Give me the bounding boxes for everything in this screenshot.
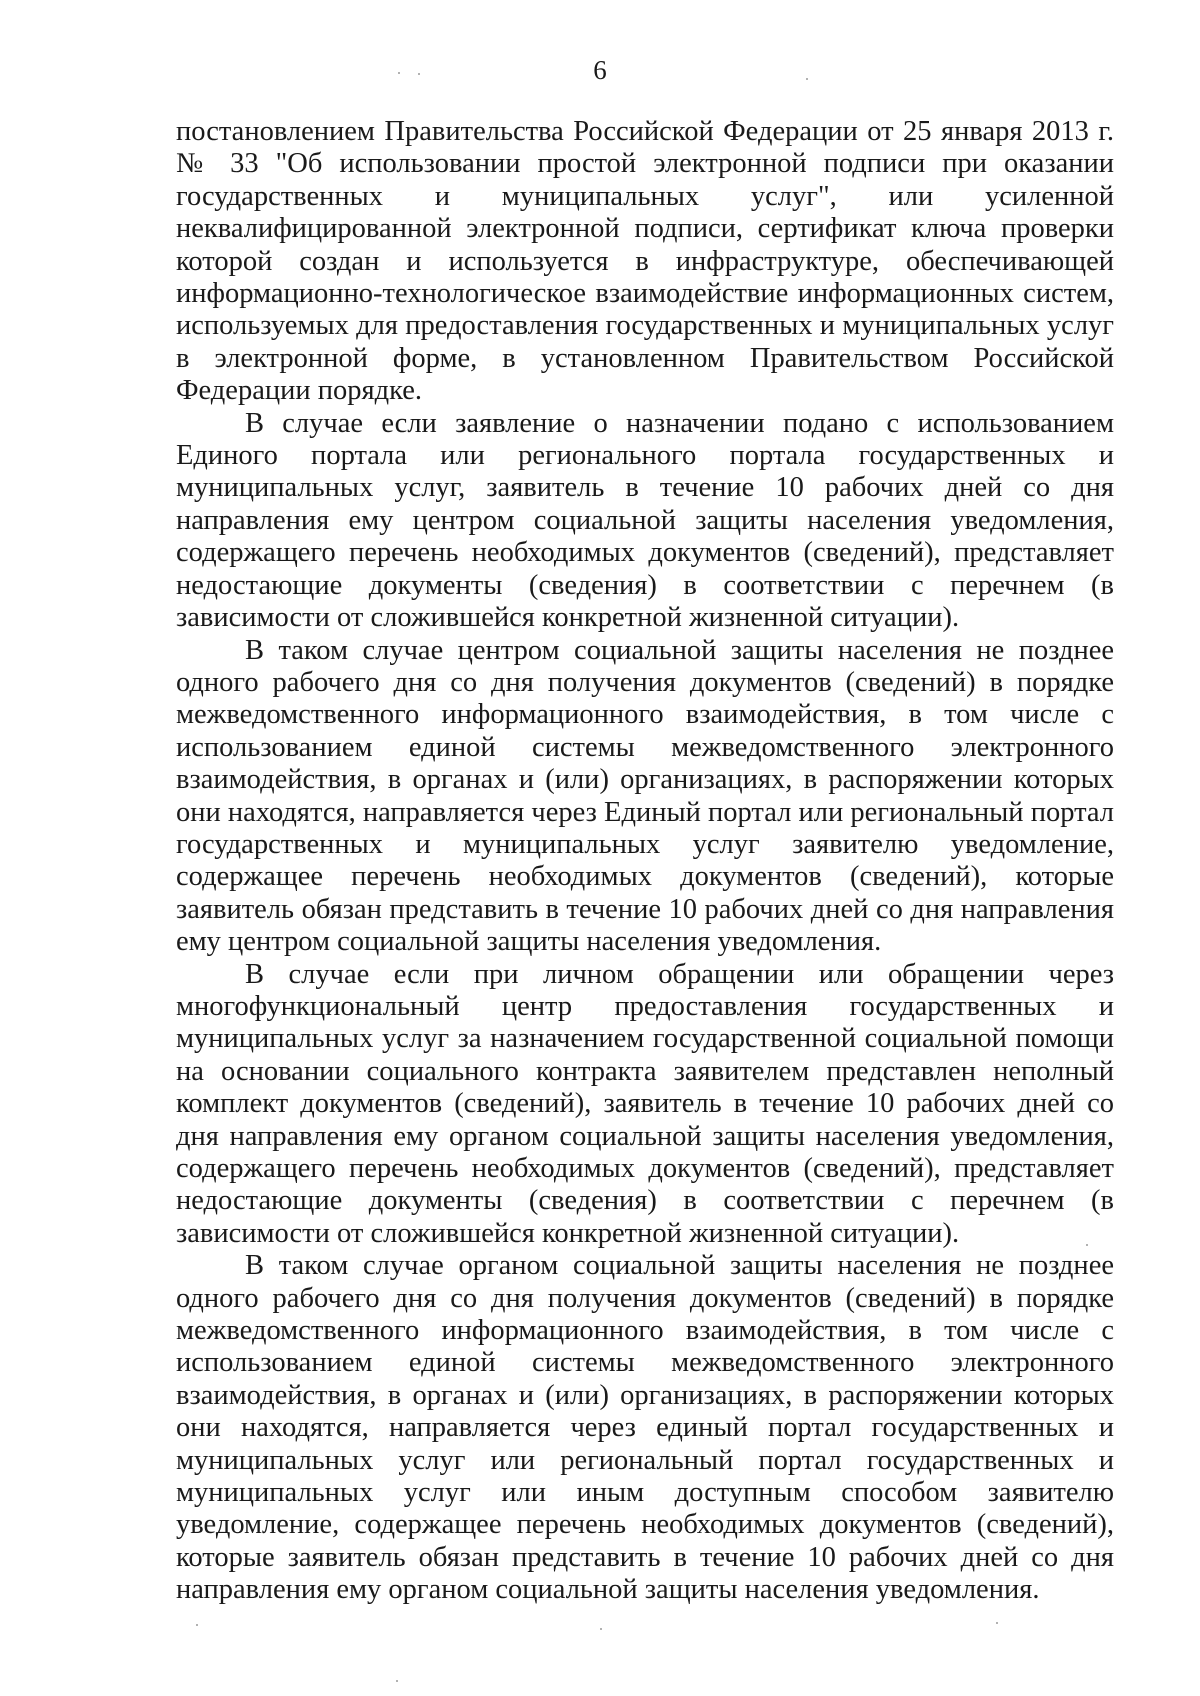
scan-speck bbox=[600, 1628, 602, 1630]
paragraph-4: В случае если при личном обращении или обращении через многофункциональный центр предоставления государственных и муниципальных услуг за назначением государственной социальной помощи на основании социального контракта заявителем представлен неполный комплект документов (сведений), заявитель в течение 10 рабочих дней со дня направления ему органом социальной защиты населения уведомления, содержащего перечень необходимых документов (сведений), представляет недостающие документы (сведения) в соответствии с перечнем (в зависимости от сложившейся конкретной жизненной ситуации). bbox=[176, 958, 1114, 1249]
paragraph-5: В таком случае органом социальной защиты населения не позднее одного рабочего дня со дня получения документов (сведений) в порядке межведомственного информационного взаимодействия, в том числе с использованием единой системы межведомственного электронного взаимодействия, в органах и (или) организациях, в распоряжении которых они находятся, направляется через единый портал государственных и муниципальных услуг или региональный портал государственных и муниципальных услуг или иным доступным способом заявителю уведомление, содержащее перечень необходимых документов (сведений), которые заявитель обязан представить в течение 10 рабочих дней со дня направления ему органом социальной защиты населения уведомления. bbox=[176, 1250, 1114, 1606]
page-number: 6 bbox=[593, 55, 607, 85]
document-body bbox=[176, 116, 1114, 1607]
scan-speck bbox=[418, 73, 420, 75]
scan-speck bbox=[996, 1622, 998, 1624]
scan-speck bbox=[196, 1624, 198, 1626]
paragraph-3: В таком случае центром социальной защиты населения не позднее одного рабочего дня со дня получения документов (сведений) в порядке межведомственного информационного взаимодействия, в том числе с использованием единой системы межведомственного электронного взаимодействия, в органах и (или) организациях, в распоряжении которых они находятся, направляется через Единый портал или региональный портал государственных и муниципальных услуг заявителю уведомление, содержащее перечень необходимых документов (сведений), которые заявитель обязан представить в течение 10 рабочих дней со дня направления ему центром социальной защиты населения уведомления. bbox=[176, 634, 1114, 958]
scan-speck bbox=[1086, 1244, 1088, 1246]
paragraph-2: В случае если заявление о назначении подано с использованием Единого портала или регионального портала государственных и муниципальных услуг, заявитель в течение 10 рабочих дней со дня направления ему центром социальной защиты населения уведомления, содержащего перечень необходимых документов (сведений), представляет недостающие документы (сведения) в соответствии с перечнем (в зависимости от сложившейся конкретной жизненной ситуации). bbox=[176, 407, 1114, 634]
scan-speck bbox=[398, 72, 400, 74]
scan-speck bbox=[806, 78, 808, 80]
scan-speck bbox=[396, 1680, 398, 1682]
paragraph-1: постановлением Правительства Российской Федерации от 25 января 2013 г. № 33 "Об использовании простой электронной подписи при оказании государственных и муниципальных услуг", или усиленной неквалифицированной электронной подписи, сертификат ключа проверки которой создан и используется в инфраструктуре, обеспечивающей информационно-технологическое взаимодействие информационных систем, используемых для предоставления государственных и муниципальных услуг в электронной форме, в установленном Правительством Российской Федерации порядке. bbox=[176, 116, 1114, 407]
